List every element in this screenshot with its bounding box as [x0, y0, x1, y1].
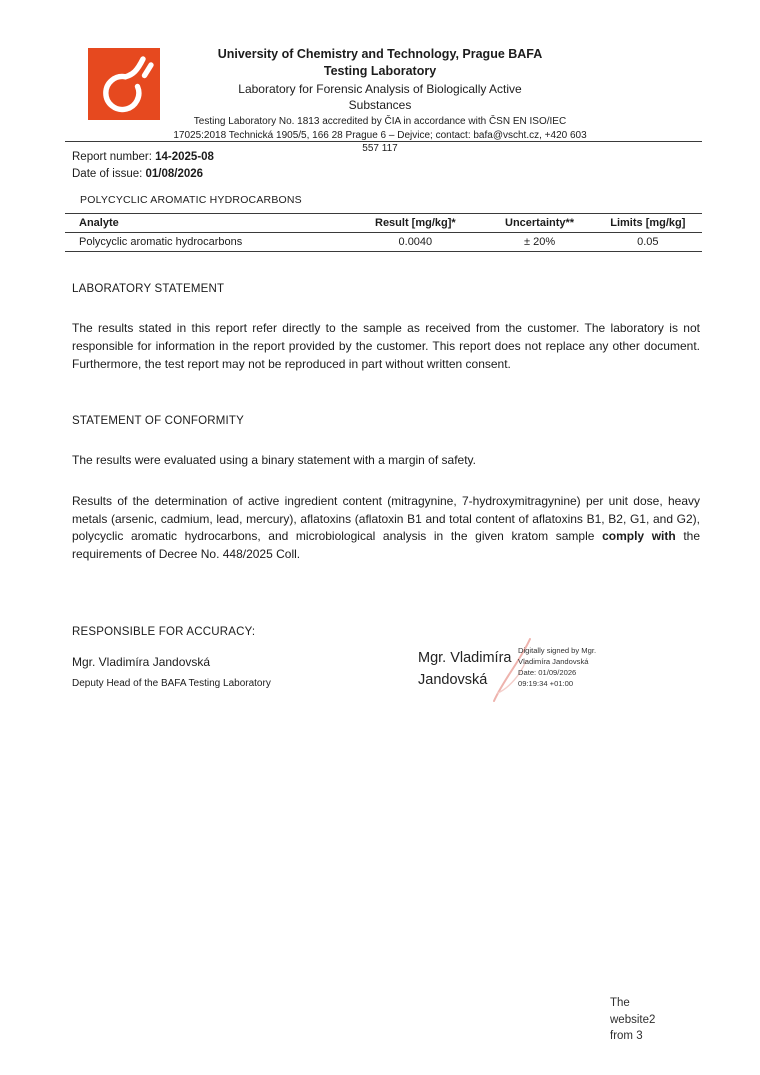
report-number-value: 14-2025-08	[155, 151, 214, 163]
uct-flask-logo	[88, 48, 160, 120]
conformity-title: STATEMENT OF CONFORMITY	[72, 415, 244, 427]
digital-signature-detail-line3: Date: 01/09/2026	[518, 668, 577, 677]
laboratory-statement-body: The results stated in this report refer directly to the sample as received from the customer. The laboratory is not responsible for information in the report provided by the customer. This report does not replace any other document. Furthermore, the test report may not be reproduced in part without written consent.	[72, 321, 700, 371]
page-footer	[610, 995, 655, 1045]
column-header-result: Result [mg/kg]*	[345, 214, 485, 233]
report-meta	[72, 149, 214, 184]
column-header-uncertainty: Uncertainty**	[485, 214, 593, 233]
date-of-issue-value: 01/08/2026	[145, 168, 204, 181]
report-number-row	[72, 149, 214, 166]
report-number-label: Report number:	[72, 151, 156, 163]
report-header	[160, 46, 600, 143]
conformity-body2-part2: the requirements of Decree No. 448/2025 Coll.	[72, 529, 701, 561]
accreditation-line2: 17025:2018 Technická 1905/5, 166 28 Prague 6 – Dejvice; contact: bafa@vscht.cz, +420 603	[173, 130, 587, 142]
lab-name-line1: Laboratory for Forensic Analysis of Biologically Active	[238, 81, 522, 96]
pah-results-table	[65, 213, 702, 252]
accreditation-line1: Testing Laboratory No. 1813 accredited by ČIA in accordance with ČSN EN ISO/IEC	[193, 115, 567, 127]
conformity-body2	[72, 493, 700, 564]
conformity-section	[72, 415, 700, 564]
digital-signature-detail-line2: Vladimíra Jandovská	[518, 657, 589, 666]
org-name: University of Chemistry and Technology, Prague BAFA	[217, 47, 543, 61]
pah-section-title: POLYCYCLIC AROMATIC HYDROCARBONS	[80, 194, 302, 206]
page-footer-line2: website2	[610, 1013, 656, 1026]
org-subname: Testing Laboratory	[323, 64, 437, 79]
laboratory-statement-section	[72, 283, 700, 373]
laboratory-statement-title: LABORATORY STATEMENT	[72, 283, 225, 295]
digital-signature-name-line1: Mgr. Vladimíra	[418, 650, 512, 666]
cell-analyte: Polycyclic aromatic hydrocarbons	[65, 233, 345, 252]
cell-result: 0.0040	[345, 233, 485, 252]
uct-flask-logo-graphic	[88, 48, 160, 120]
conformity-body2-part1: Results of the determination of active ingredient content (mitragynine, 7-hydroxymitragynine) per unit dose, heavy metals (arsenic, cadmium, lead, mercury), aflatoxins (aflatoxin B1 and total content of aflatoxins B1, B2, G1, and G2), polycyclic aromatic hydrocarbons, and microbiological analysis in the given kratom sample	[72, 493, 700, 544]
page-footer-line1: The	[610, 997, 630, 1009]
table-header-row	[65, 214, 702, 233]
date-of-issue-label: Date of issue:	[72, 168, 146, 181]
digital-signature-block	[418, 643, 648, 705]
responsibility-section	[72, 626, 700, 638]
column-header-analyte: Analyte	[65, 214, 345, 233]
conformity-body2-bold: comply with	[602, 529, 676, 544]
column-header-limits: Limits [mg/kg]	[594, 214, 702, 233]
conformity-body1: The results were evaluated using a binary statement with a margin of safety.	[72, 453, 476, 467]
digital-signature-name-line2: Jandovská	[418, 672, 488, 689]
digital-signature-details	[518, 645, 648, 689]
cell-uncertainty: ± 20%	[485, 233, 593, 252]
cell-limit: 0.05	[594, 233, 702, 252]
digital-signature-detail-line4: 09:19:34 +01:00	[518, 679, 574, 688]
accreditation-line3: 557 117	[362, 143, 398, 154]
header-divider	[65, 141, 702, 142]
lab-name-line2: Substances	[348, 98, 412, 113]
digital-signature-name	[418, 647, 514, 692]
signer-role: Deputy Head of the BAFA Testing Laboratory	[72, 678, 271, 689]
page-footer-line3: from 3	[610, 1030, 643, 1043]
responsibility-title: RESPONSIBLE FOR ACCURACY:	[72, 626, 256, 638]
table-row	[65, 233, 702, 252]
signer-name: Mgr. Vladimíra Jandovská	[72, 655, 211, 669]
signer-block	[72, 655, 271, 689]
date-of-issue-row	[72, 166, 214, 183]
digital-signature-detail-line1: Digitally signed by Mgr.	[518, 646, 597, 655]
